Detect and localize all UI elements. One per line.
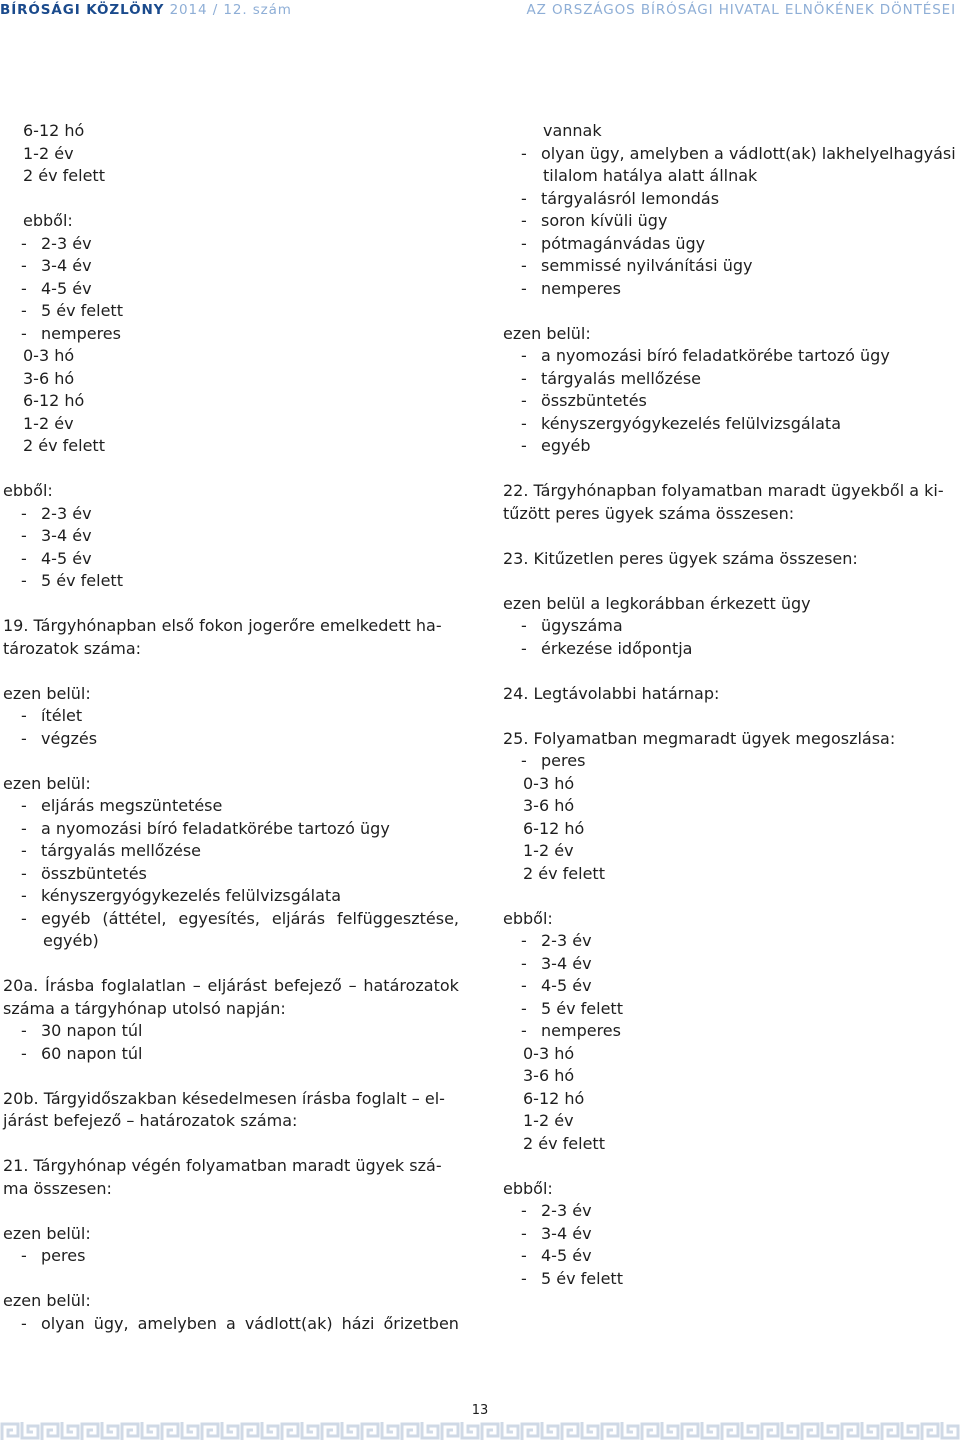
- list-item: - 3-4 év: [521, 953, 592, 973]
- list-heading: ebből:: [503, 1178, 553, 1198]
- list-item: - 2-3 év: [521, 931, 592, 950]
- page-number: 13: [471, 1403, 489, 1418]
- list-item: 1-2 év: [23, 413, 74, 433]
- list-item: 0-3 hó: [23, 346, 75, 365]
- list-item: - egyéb (áttétel, egyesítés, eljárás felfüggesztése,: [21, 908, 459, 928]
- list-item-cont: vannak: [543, 121, 602, 140]
- paragraph-20a: 20a. Írásba foglalatlan – eljárást befejező – határozatok: [3, 976, 459, 995]
- list-item: - olyan ügy, amelyben a vádlott(ak) lakhelyelhagyási: [521, 143, 956, 163]
- list-item-cont: egyéb): [43, 931, 99, 950]
- list-item: - 5 év felett: [521, 1268, 623, 1288]
- list-item: 2 év felett: [523, 863, 605, 883]
- list-item: - összbüntetés: [21, 863, 147, 883]
- list-item: - ügyszáma: [521, 616, 623, 635]
- list-heading: ebből:: [503, 908, 553, 928]
- list-item: - soron kívüli ügy: [521, 211, 668, 230]
- list-item: - 5 év felett: [21, 571, 123, 590]
- list-item: - 60 napon túl: [21, 1043, 143, 1063]
- list-item: - tárgyalásról lemondás: [521, 188, 720, 208]
- list-item: 6-12 hó: [523, 818, 585, 838]
- list-item: - 4-5 év: [521, 976, 592, 995]
- paragraph-23: 23. Kitűzetlen peres ügyek száma összesen:: [503, 548, 858, 568]
- list-item: 0-3 hó: [523, 1043, 575, 1063]
- list-heading: ezen belül:: [3, 683, 91, 703]
- header-left: [0, 0, 292, 20]
- paragraph-22: 22. Tárgyhónapban folyamatban maradt ügyekből a ki-: [503, 481, 944, 500]
- paragraph-19-cont: tározatok száma:: [3, 638, 142, 658]
- list-item: - a nyomozási bíró feladatkörébe tartozó ügy: [521, 346, 890, 365]
- list-item: 2 év felett: [23, 436, 105, 455]
- list-item: 3-6 hó: [23, 368, 75, 388]
- journal-title: BÍRÓSÁGI KÖZLÖNY: [0, 2, 165, 18]
- list-item: 0-3 hó: [523, 773, 575, 793]
- paragraph-25: 25. Folyamatban megmaradt ügyek megoszlása:: [503, 728, 896, 748]
- list-item: - nemperes: [521, 1021, 621, 1040]
- list-item: - 4-5 év: [21, 548, 92, 568]
- list-item: - 2-3 év: [521, 1201, 592, 1220]
- list-item: - nemperes: [521, 278, 621, 298]
- list-item: 6-12 hó: [23, 391, 85, 410]
- list-item: 6-12 hó: [523, 1088, 585, 1108]
- list-item: 6-12 hó: [23, 121, 85, 140]
- list-item: - nemperes: [21, 323, 121, 343]
- paragraph-20a-cont: száma a tárgyhónap utolsó napján:: [3, 998, 286, 1018]
- list-item: - 2-3 év: [21, 503, 92, 523]
- list-heading: ezen belül:: [3, 773, 91, 793]
- list-item: - kényszergyógykezelés felülvizsgálata: [521, 413, 841, 433]
- decorative-border-band: [0, 1420, 960, 1442]
- list-item: - egyéb: [521, 436, 591, 455]
- running-header: [0, 0, 960, 22]
- list-item: - végzés: [21, 728, 98, 748]
- list-item: - 3-4 év: [21, 256, 92, 275]
- list-item: - pótmagánvádas ügy: [521, 233, 706, 253]
- list-item: - olyan ügy, amelyben a vádlott(ak) házi őrizetben: [21, 1313, 459, 1333]
- paragraph-21-cont: ma összesen:: [3, 1178, 112, 1198]
- right-column: [503, 120, 959, 1290]
- list-item-cont: tilalom hatálya alatt állnak: [543, 166, 758, 185]
- paragraph-19: 19. Tárgyhónapban első fokon jogerőre emelkedett ha-: [3, 616, 442, 635]
- paragraph-20b: 20b. Tárgyidőszakban késedelmesen írásba foglalt – el-: [3, 1088, 445, 1108]
- list-item: - eljárás megszüntetése: [21, 796, 223, 815]
- list-item: - peres: [21, 1246, 86, 1265]
- list-heading: ebből:: [23, 211, 73, 230]
- list-heading: ezen belül:: [503, 323, 591, 343]
- list-item: - 3-4 év: [521, 1223, 592, 1243]
- list-item: - 5 év felett: [21, 301, 123, 320]
- issue-number: 2014 / 12. szám: [169, 2, 292, 18]
- list-item: 2 év felett: [23, 166, 105, 185]
- list-item: 1-2 év: [523, 841, 574, 860]
- list-item: 2 év felett: [523, 1133, 605, 1153]
- list-heading: ezen belül:: [3, 1223, 91, 1243]
- list-item: - 4-5 év: [21, 278, 92, 298]
- list-item: - semmissé nyilvánítási ügy: [521, 256, 753, 275]
- list-item: 3-6 hó: [523, 796, 575, 815]
- section-title: AZ ORSZÁGOS BÍRÓSÁGI HIVATAL ELNÖKÉNEK DÖNTÉSEI: [526, 2, 956, 18]
- list-item: - 3-4 év: [21, 526, 92, 545]
- paragraph-24: 24. Legtávolabbi határnap:: [503, 683, 720, 703]
- paragraph-20b-cont: járást befejező – határozatok száma:: [3, 1111, 298, 1130]
- paragraph-21: 21. Tárgyhónap végén folyamatban maradt ügyek szá-: [3, 1156, 442, 1175]
- list-item: 1-2 év: [23, 143, 74, 163]
- list-item: 1-2 év: [523, 1111, 574, 1130]
- list-item: - kényszergyógykezelés felülvizsgálata: [21, 886, 341, 905]
- list-item: - 4-5 év: [521, 1246, 592, 1265]
- list-item: - peres: [521, 751, 586, 770]
- list-item: - 2-3 év: [21, 233, 92, 253]
- list-item: - ítélet: [21, 706, 83, 725]
- list-item: 3-6 hó: [523, 1066, 575, 1085]
- list-item: - a nyomozási bíró feladatkörébe tartozó ügy: [21, 818, 390, 838]
- list-item: - 5 év felett: [521, 998, 623, 1018]
- list-item: - tárgyalás mellőzése: [21, 841, 202, 860]
- list-heading: ezen belül a legkorábban érkezett ügy: [503, 593, 811, 613]
- list-heading: ezen belül:: [3, 1291, 91, 1310]
- list-item: - összbüntetés: [521, 391, 647, 410]
- left-column: [3, 120, 459, 1335]
- paragraph-22-cont: tűzött peres ügyek száma összesen:: [503, 503, 795, 523]
- list-item: - érkezése időpontja: [521, 638, 693, 658]
- list-heading: ebből:: [3, 481, 53, 500]
- list-item: - 30 napon túl: [21, 1021, 143, 1040]
- list-item: - tárgyalás mellőzése: [521, 368, 702, 388]
